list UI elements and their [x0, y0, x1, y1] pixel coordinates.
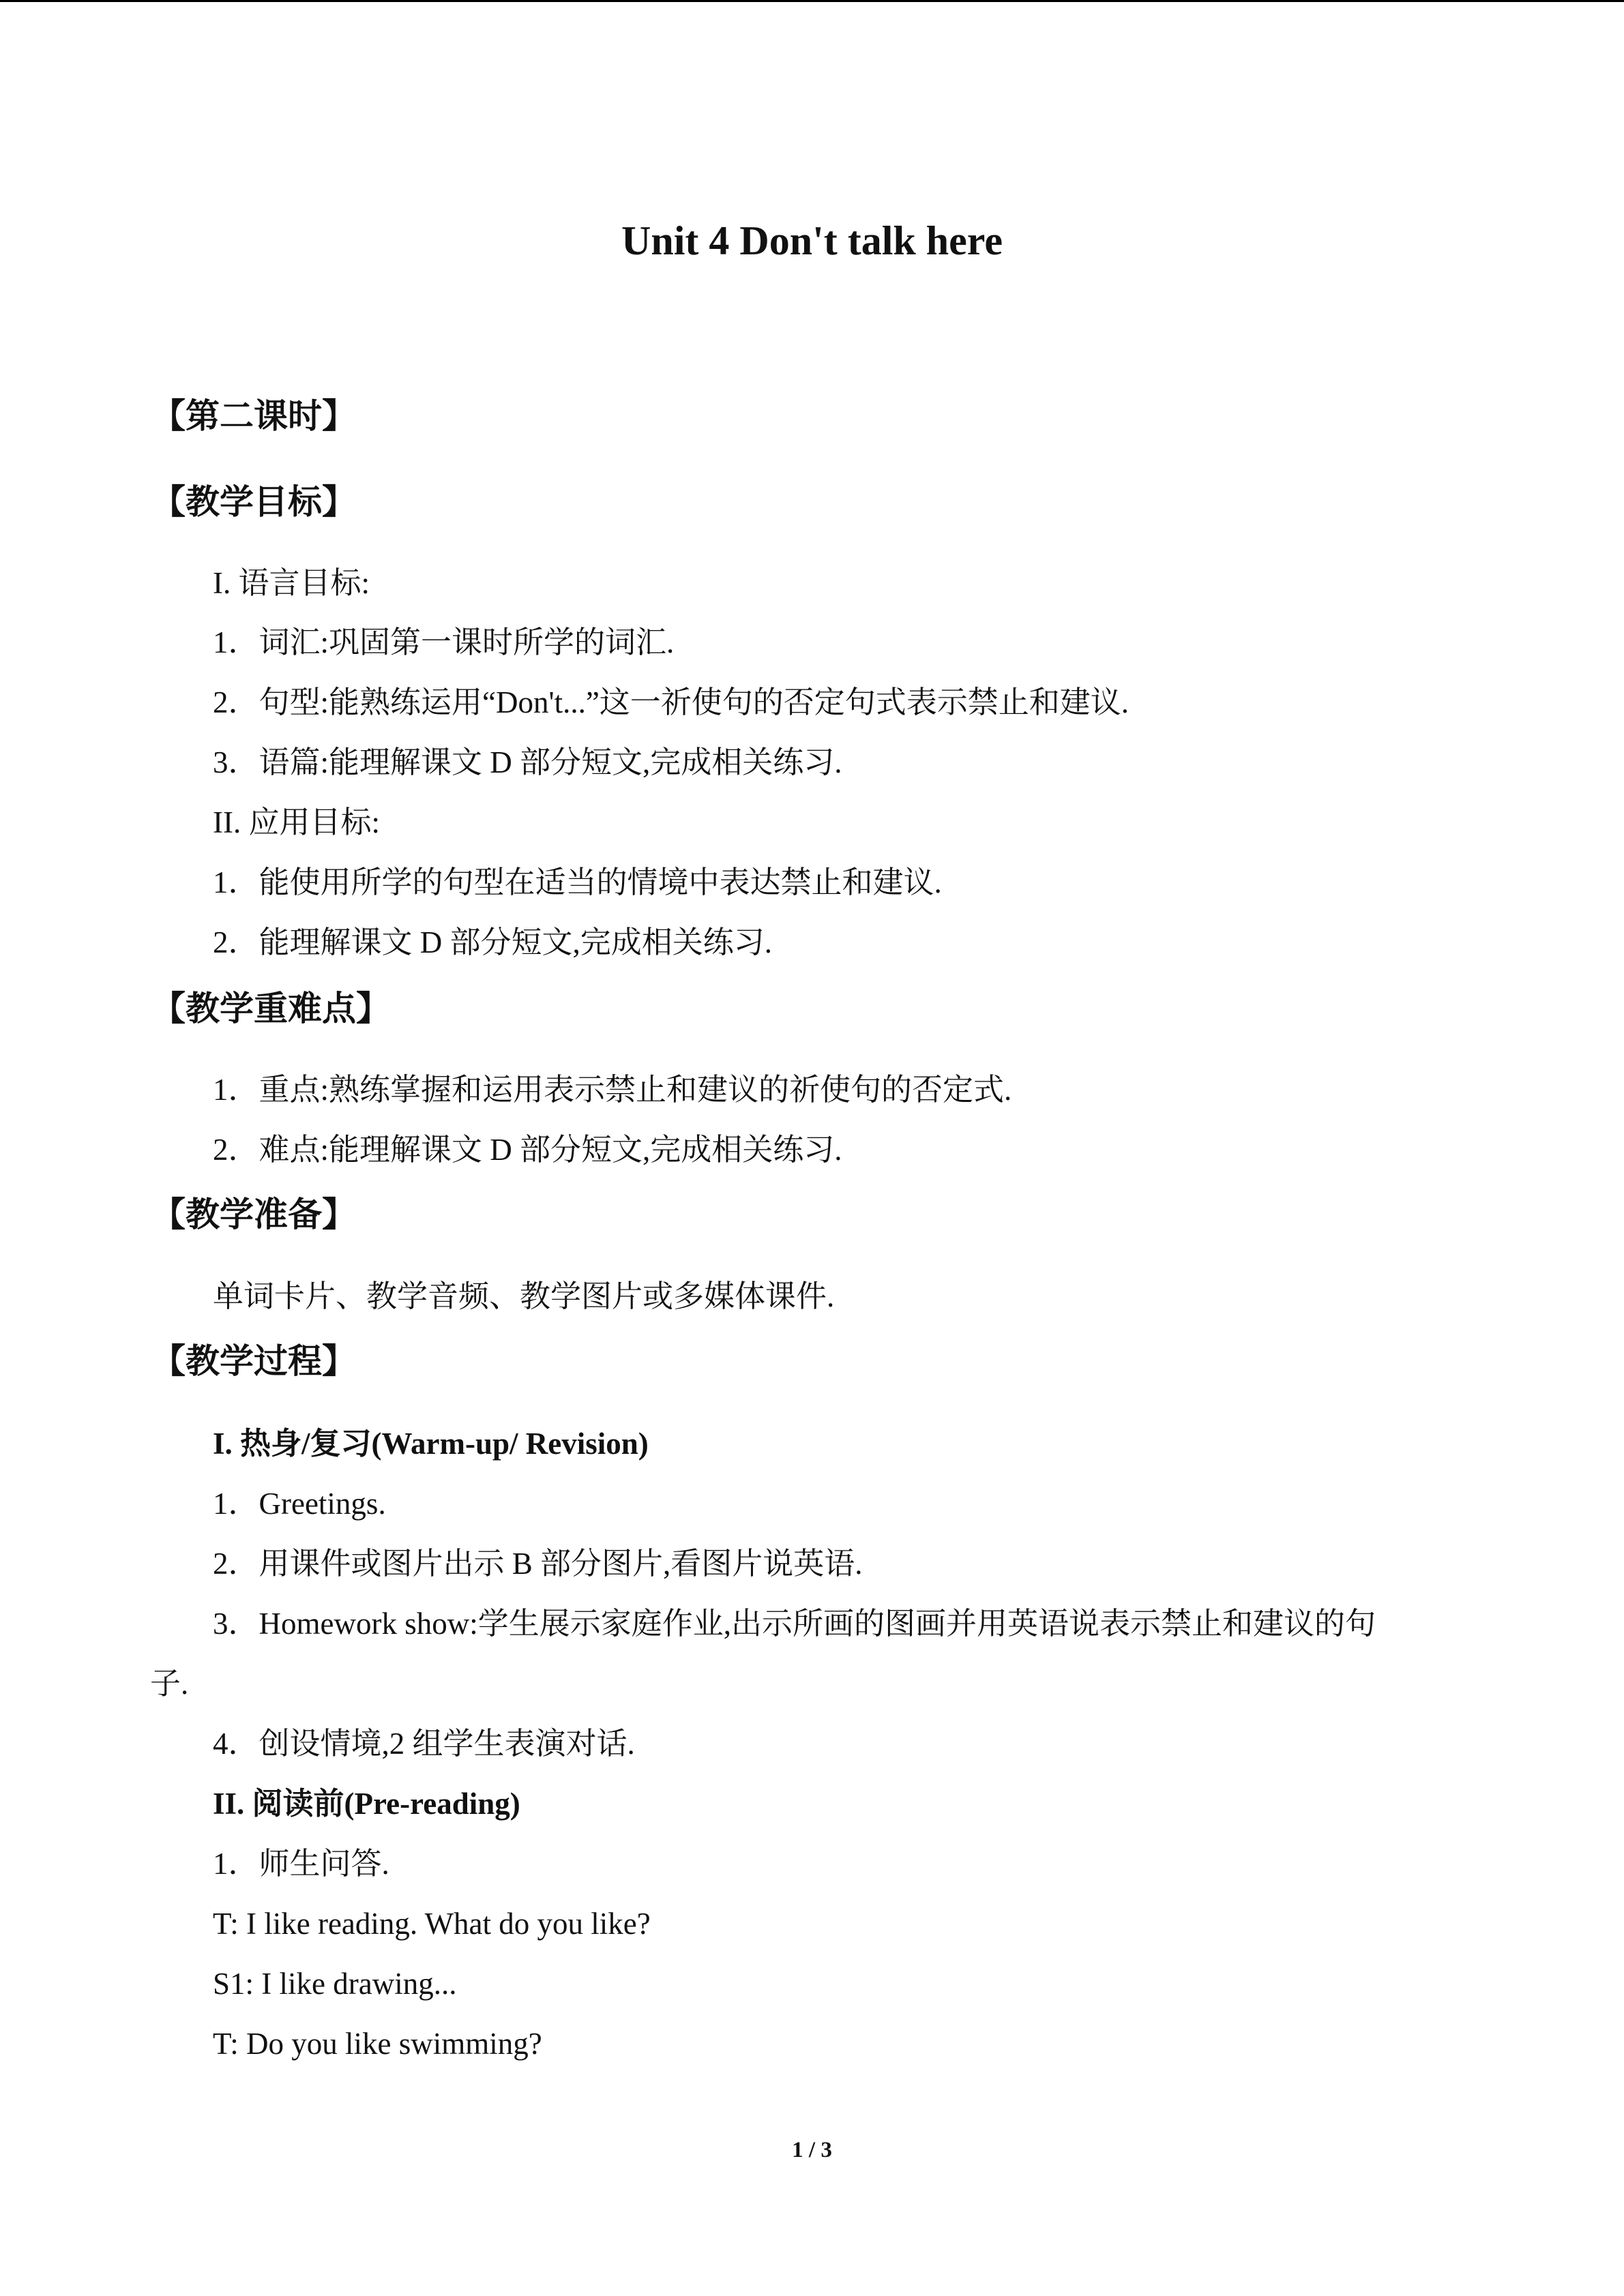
application-objective-2: 2．能理解课文 D 部分短文,完成相关练习. [213, 925, 772, 959]
process-step-1: 1．Greetings. [213, 1487, 386, 1521]
section-heading-process: 【教学过程】 [151, 1341, 356, 1381]
process-step-2: 2．用课件或图片出示 B 部分图片,看图片说英语. [213, 1547, 863, 1581]
key-point-difficulty: 2．难点:能理解课文 D 部分短文,完成相关练习. [213, 1133, 842, 1167]
dialog-line-2: S1: I like drawing... [213, 1967, 457, 2001]
preparation-materials: 单词卡片、教学音频、教学图片或多媒体课件. [213, 1279, 835, 1313]
key-point-focus: 1．重点:熟练掌握和运用表示禁止和建议的祈使句的否定式. [213, 1073, 1012, 1107]
process-step-4: 4．创设情境,2 组学生表演对话. [213, 1727, 635, 1761]
objective-text: 3．语篇:能理解课文 D 部分短文,完成相关练习. [213, 745, 842, 779]
section-heading-preparation: 【教学准备】 [151, 1195, 356, 1234]
prereading-heading: II. 阅读前(Pre-reading) [213, 1787, 520, 1821]
application-objective-1: 1．能使用所学的句型在适当的情境中表达禁止和建议. [213, 865, 942, 899]
document-title: Unit 4 Don't talk here [621, 218, 1003, 263]
page-number: 1 / 3 [792, 2138, 832, 2162]
process-step-3-continued: 子. [150, 1667, 189, 1701]
prereading-step-1: 1．师生问答. [213, 1847, 389, 1881]
application-objectives-label: II. 应用目标: [213, 805, 380, 839]
warmup-heading: I. 热身/复习(Warm-up/ Revision) [213, 1427, 649, 1461]
objective-pattern: 2．句型:能熟练运用“Don't...”这一祈使句的否定句式表示禁止和建议. [213, 685, 1130, 719]
section-heading-objectives: 【教学目标】 [151, 482, 356, 522]
dialog-line-3: T: Do you like swimming? [213, 2027, 542, 2061]
language-objectives-label: I. 语言目标: [213, 566, 370, 600]
process-step-3: 3．Homework show:学生展示家庭作业,出示所画的图画并用英语说表示禁止和建议的句 [213, 1607, 1376, 1641]
objective-vocab: 1．词汇:巩固第一课时所学的词汇. [213, 625, 675, 659]
dialog-line-1: T: I like reading. What do you like? [213, 1907, 651, 1941]
section-heading-key-points: 【教学重难点】 [151, 989, 390, 1028]
section-heading-lesson: 【第二课时】 [151, 396, 356, 436]
